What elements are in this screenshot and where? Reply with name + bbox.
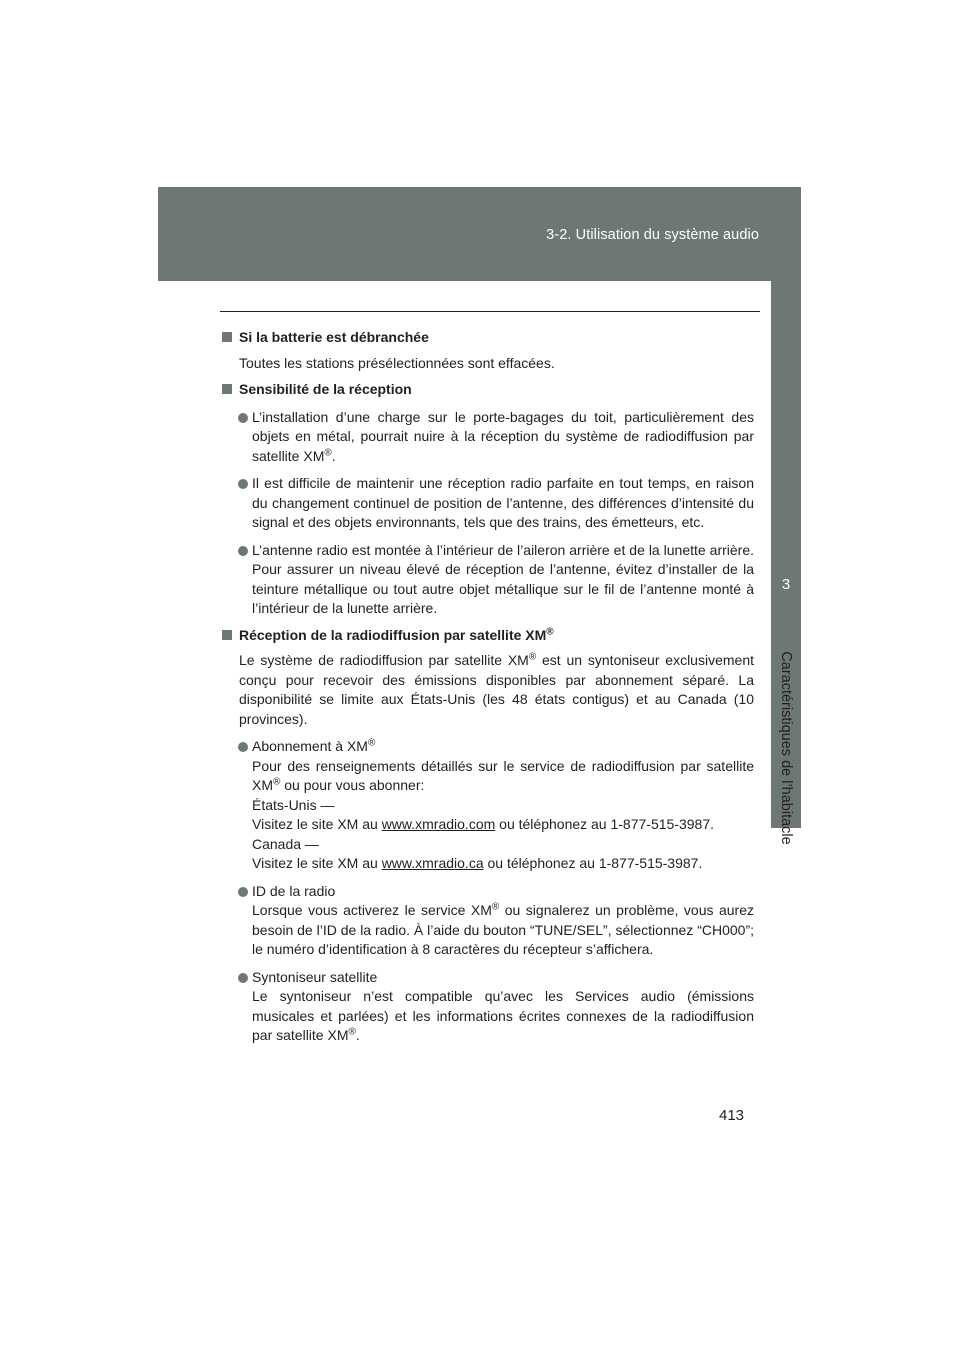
paragraph: Toutes les stations présélectionnées sont effacées. bbox=[239, 354, 555, 371]
round-bullet-icon bbox=[238, 887, 248, 897]
round-bullet-icon bbox=[238, 546, 248, 556]
round-bullet-icon bbox=[238, 973, 248, 983]
section-heading: Réception de la radiodiffusion par satellite XM® bbox=[222, 626, 754, 646]
list-item-tuner: Syntoniseur satellite Le syntoniseur n’est compatible qu’avec les Services audio (émissions musicales et parlées) et les informations écrites connexes de la radiodiffusion par satellite XM®. bbox=[222, 968, 754, 1046]
round-bullet-icon bbox=[238, 742, 248, 752]
list-item: L’installation d’une charge sur le porte-bagages du toit, particulièrement des objets en métal, pourrait nuire à la réception du système de radiodiffusion par satellite XM®. bbox=[222, 408, 754, 467]
section-heading bbox=[222, 380, 754, 400]
chapter-number: 3 bbox=[781, 576, 791, 593]
paragraph: Le système de radiodiffusion par satellite XM® est un syntoniseur exclusivement conçu pour recevoir des émissions disponibles par abonnement séparé. La disponibilité se limite aux États-Unis (les 48 états contigus) et au Canada (10 provinces). bbox=[239, 651, 754, 727]
heading-text: Si la batterie est débranchée bbox=[239, 329, 429, 345]
square-bullet-icon bbox=[222, 384, 232, 394]
section-title: 3-2. Utilisation du système audio bbox=[546, 227, 759, 243]
xmradio-com-link[interactable]: www.xmradio.com bbox=[381, 816, 496, 832]
page-content bbox=[222, 328, 754, 1046]
square-bullet-icon bbox=[222, 630, 232, 640]
heading-text: Réception de la radiodiffusion par satellite XM bbox=[239, 626, 547, 643]
list-item: L’antenne radio est montée à l’intérieur de l’aileron arrière et de la lunette arrière. Pour assurer un niveau élevé de réception de l’antenne, évitez d’installer de la teinture métallique ou tout autre objet métallique sur le fil de l’antenne monté à l’intérieur de la lunette arrière. bbox=[222, 541, 754, 619]
square-bullet-icon bbox=[222, 332, 232, 342]
page-number: 413 bbox=[719, 1107, 745, 1124]
round-bullet-icon bbox=[238, 413, 248, 423]
section-heading bbox=[222, 328, 754, 348]
list-item: Il est difficile de maintenir une réception radio parfaite en tout temps, en raison du changement continuel de position de l’antenne, des différences d’intensité du signal et des objets environnants, tels que des trains, des émetteurs, etc. bbox=[222, 474, 754, 533]
top-divider bbox=[220, 311, 760, 312]
chapter-label: Caractéristiques de l’habitacle bbox=[778, 651, 794, 845]
chapter-header bbox=[158, 187, 801, 281]
xmradio-ca-link[interactable]: www.xmradio.ca bbox=[381, 855, 484, 871]
round-bullet-icon bbox=[238, 479, 248, 489]
list-item-radio-id: ID de la radio Lorsque vous activerez le service XM® ou signalerez un problème, vous aurez besoin de l’ID de la radio. À l’aide du bouton “TUNE/SEL”, sélectionnez “CH000”; le numéro d’identification à 8 caractères du récepteur s’affichera. bbox=[222, 882, 754, 960]
heading-text: Sensibilité de la réception bbox=[239, 381, 412, 397]
list-item-subscription: Abonnement à XM® Pour des renseignements détaillés sur le service de radiodiffusion par satellite XM® ou pour vous abonner: États-Unis — Visitez le site XM au www.xmradio.com ou téléphonez au 1-877-515-3987. Canada — Visitez le site XM au www.xmradio.ca ou téléphonez au 1-877-515-3987. bbox=[222, 737, 754, 874]
